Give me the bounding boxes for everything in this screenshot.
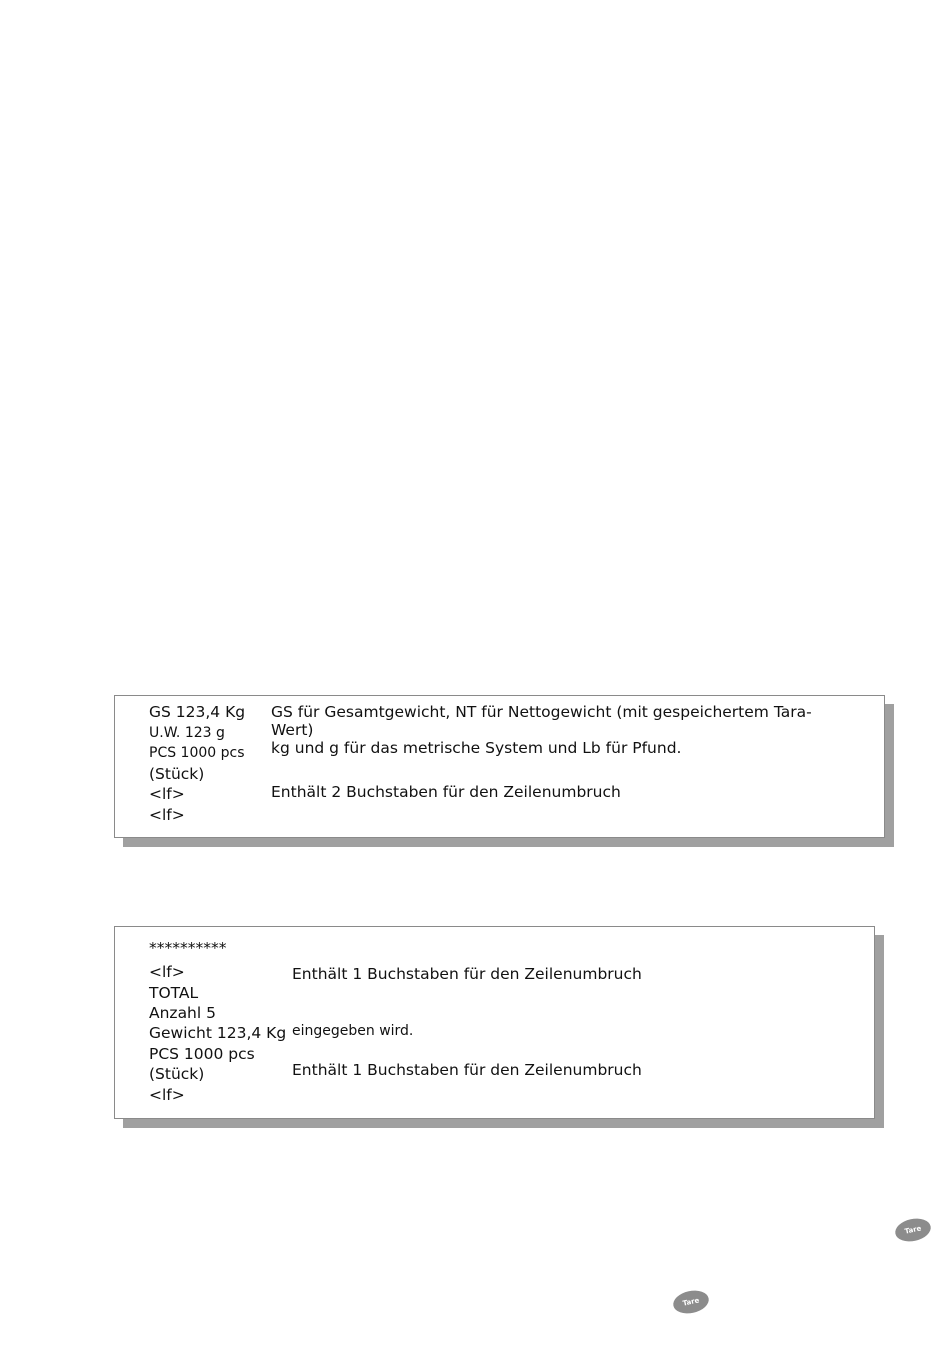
box2-right-line-3: Enthält 1 Buchstaben für den Zeilenumbruch [292, 1061, 642, 1079]
box2-left-line-7: (Stück) [149, 1065, 205, 1083]
box2-right-line-1: Enthält 1 Buchstaben für den Zeilenumbruch [292, 965, 642, 983]
tare-button-icon: Tare [893, 1215, 933, 1244]
box1-left-line-2: U.W. 123 g [149, 725, 225, 741]
print-format-box-2 [114, 926, 875, 1119]
print-format-box-1 [114, 695, 885, 838]
box2-left-line-2: <lf> [149, 963, 185, 981]
box2-left-line-8: <lf> [149, 1086, 185, 1104]
box2-left-line-5: Gewicht 123,4 Kg [149, 1024, 287, 1042]
box2-left-line-4: Anzahl 5 [149, 1004, 216, 1022]
tare-button-icon: Tare [671, 1287, 711, 1316]
box2-left-line-6: PCS 1000 pcs [149, 1045, 255, 1063]
box2-left-line-3: TOTAL [149, 984, 199, 1002]
box1-right-line-1: GS für Gesamtgewicht, NT für Nettogewicht (mit gespeichertem Tara- [271, 703, 812, 721]
box2-right-line-2: eingegeben wird. [292, 1023, 414, 1039]
box1-right-line-4: Enthält 2 Buchstaben für den Zeilenumbruch [271, 783, 621, 801]
box1-left-line-1: GS 123,4 Kg [149, 703, 246, 721]
box1-left-line-4: (Stück) [149, 765, 205, 783]
box1-left-line-3: PCS 1000 pcs [149, 745, 245, 761]
box1-left-line-6: <lf> [149, 806, 185, 824]
box1-left-line-5: <lf> [149, 785, 185, 803]
box2-left-line-1: ********** [149, 939, 227, 957]
box1-right-line-3: kg und g für das metrische System und Lb für Pfund. [271, 739, 682, 757]
box1-right-line-2: Wert) [271, 721, 314, 739]
